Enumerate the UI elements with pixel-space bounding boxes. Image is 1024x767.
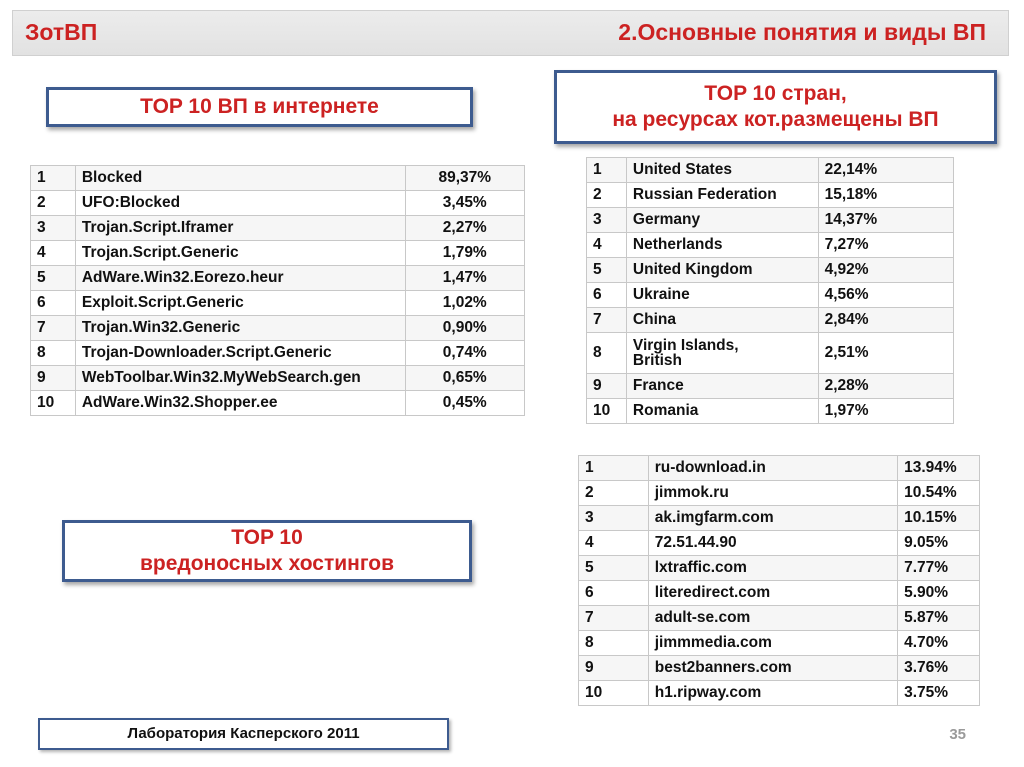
- table-row: [31, 166, 525, 191]
- percent-cell: 7,27%: [818, 233, 953, 258]
- footer-box: [38, 718, 449, 750]
- top-hosting-title-box: [62, 520, 472, 582]
- rank-cell: 10: [579, 681, 649, 706]
- rank-cell: 6: [579, 581, 649, 606]
- rank-cell: 4: [579, 531, 649, 556]
- top-malware-title: TOP 10 ВП в интернете: [140, 95, 379, 118]
- percent-cell: 2,51%: [818, 333, 953, 374]
- name-cell: AdWare.Win32.Eorezo.heur: [75, 266, 405, 291]
- table-row: [579, 481, 980, 506]
- name-cell: UFO:Blocked: [75, 191, 405, 216]
- rank-cell: 4: [31, 241, 76, 266]
- table-row: [579, 531, 980, 556]
- table-row: [31, 216, 525, 241]
- rank-cell: 5: [587, 258, 627, 283]
- table-row: [31, 341, 525, 366]
- name-cell: 72.51.44.90: [648, 531, 897, 556]
- name-cell: Trojan-Downloader.Script.Generic: [75, 341, 405, 366]
- percent-cell: 22,14%: [818, 158, 953, 183]
- rank-cell: 8: [31, 341, 76, 366]
- header-left-title: ЗотВП: [25, 19, 98, 45]
- name-cell: ru-download.in: [648, 456, 897, 481]
- table-row: [579, 606, 980, 631]
- table-row: [31, 266, 525, 291]
- name-cell: Germany: [626, 208, 818, 233]
- percent-cell: 5.87%: [898, 606, 980, 631]
- rank-cell: 5: [31, 266, 76, 291]
- hosting-table: [578, 455, 980, 706]
- name-cell: France: [626, 374, 818, 399]
- table-row: [587, 233, 954, 258]
- rank-cell: 1: [579, 456, 649, 481]
- rank-cell: 1: [31, 166, 76, 191]
- name-cell: ak.imgfarm.com: [648, 506, 897, 531]
- percent-cell: 1,47%: [405, 266, 525, 291]
- name-cell: Romania: [626, 399, 818, 424]
- percent-cell: 0,45%: [405, 391, 525, 416]
- percent-cell: 2,27%: [405, 216, 525, 241]
- rank-cell: 6: [587, 283, 627, 308]
- table-row: [31, 391, 525, 416]
- percent-cell: 15,18%: [818, 183, 953, 208]
- table-row: [31, 191, 525, 216]
- rank-cell: 10: [587, 399, 627, 424]
- name-cell: adult-se.com: [648, 606, 897, 631]
- table-row: [587, 258, 954, 283]
- name-cell: jimmmedia.com: [648, 631, 897, 656]
- table-row: [31, 316, 525, 341]
- percent-cell: 10.15%: [898, 506, 980, 531]
- name-cell: Trojan.Script.Iframer: [75, 216, 405, 241]
- header-right-title: 2.Основные понятия и виды ВП: [618, 19, 986, 45]
- percent-cell: 0,74%: [405, 341, 525, 366]
- table-row: [31, 291, 525, 316]
- top-countries-title-line2: на ресурсах кот.размещены ВП: [612, 108, 939, 131]
- name-cell: literedirect.com: [648, 581, 897, 606]
- table-row: [579, 456, 980, 481]
- name-cell: WebToolbar.Win32.MyWebSearch.gen: [75, 366, 405, 391]
- footer-label: Лаборатория Касперского 2011: [127, 725, 360, 742]
- country-table: [586, 157, 954, 424]
- table-row: [579, 631, 980, 656]
- percent-cell: 13.94%: [898, 456, 980, 481]
- rank-cell: 8: [579, 631, 649, 656]
- name-cell: Trojan.Script.Generic: [75, 241, 405, 266]
- percent-cell: 4,92%: [818, 258, 953, 283]
- name-cell: China: [626, 308, 818, 333]
- rank-cell: 9: [579, 656, 649, 681]
- table-row: [587, 308, 954, 333]
- rank-cell: 1: [587, 158, 627, 183]
- table-row: [587, 374, 954, 399]
- name-cell: lxtraffic.com: [648, 556, 897, 581]
- malware-table: [30, 165, 525, 416]
- percent-cell: 7.77%: [898, 556, 980, 581]
- rank-cell: 7: [579, 606, 649, 631]
- percent-cell: 3.76%: [898, 656, 980, 681]
- table-row: [587, 208, 954, 233]
- rank-cell: 9: [587, 374, 627, 399]
- rank-cell: 4: [587, 233, 627, 258]
- top-hosting-title-line2: вредоносных хостингов: [139, 552, 395, 575]
- percent-cell: 14,37%: [818, 208, 953, 233]
- name-cell: AdWare.Win32.Shopper.ee: [75, 391, 405, 416]
- percent-cell: 10.54%: [898, 481, 980, 506]
- name-cell: h1.ripway.com: [648, 681, 897, 706]
- slide-header: [12, 10, 1009, 56]
- name-cell: Trojan.Win32.Generic: [75, 316, 405, 341]
- percent-cell: 3.75%: [898, 681, 980, 706]
- rank-cell: 2: [31, 191, 76, 216]
- table-row: [579, 656, 980, 681]
- name-cell: Ukraine: [626, 283, 818, 308]
- rank-cell: 6: [31, 291, 76, 316]
- rank-cell: 10: [31, 391, 76, 416]
- name-cell: Netherlands: [626, 233, 818, 258]
- percent-cell: 89,37%: [405, 166, 525, 191]
- percent-cell: 0,65%: [405, 366, 525, 391]
- name-cell: United Kingdom: [626, 258, 818, 283]
- name-cell: best2banners.com: [648, 656, 897, 681]
- table-row: [587, 283, 954, 308]
- table-row: [587, 333, 954, 374]
- rank-cell: 9: [31, 366, 76, 391]
- name-cell: jimmok.ru: [648, 481, 897, 506]
- rank-cell: 7: [31, 316, 76, 341]
- percent-cell: 2,28%: [818, 374, 953, 399]
- table-row: [587, 399, 954, 424]
- top-hosting-title-line1: TOP 10: [231, 526, 303, 549]
- percent-cell: 0,90%: [405, 316, 525, 341]
- rank-cell: 5: [579, 556, 649, 581]
- rank-cell: 3: [587, 208, 627, 233]
- percent-cell: 3,45%: [405, 191, 525, 216]
- rank-cell: 2: [579, 481, 649, 506]
- name-cell: Exploit.Script.Generic: [75, 291, 405, 316]
- table-row: [579, 581, 980, 606]
- rank-cell: 7: [587, 308, 627, 333]
- rank-cell: 3: [31, 216, 76, 241]
- percent-cell: 9.05%: [898, 531, 980, 556]
- percent-cell: 1,02%: [405, 291, 525, 316]
- percent-cell: 4.70%: [898, 631, 980, 656]
- table-row: [579, 506, 980, 531]
- percent-cell: 1,97%: [818, 399, 953, 424]
- name-cell: Russian Federation: [626, 183, 818, 208]
- top-malware-title-box: [46, 87, 473, 127]
- top-countries-title-line1: TOP 10 стран,: [704, 82, 847, 105]
- table-row: [579, 681, 980, 706]
- percent-cell: 4,56%: [818, 283, 953, 308]
- table-row: [579, 556, 980, 581]
- rank-cell: 3: [579, 506, 649, 531]
- name-line: British: [632, 352, 682, 369]
- table-row: [587, 183, 954, 208]
- page-number: 35: [949, 726, 966, 743]
- rank-cell: 2: [587, 183, 627, 208]
- name-cell: [626, 333, 818, 374]
- table-row: [31, 241, 525, 266]
- name-cell: Blocked: [75, 166, 405, 191]
- name-line: Virgin Islands,: [632, 337, 739, 354]
- top-countries-title-box: [554, 70, 997, 144]
- percent-cell: 2,84%: [818, 308, 953, 333]
- rank-cell: 8: [587, 333, 627, 374]
- percent-cell: 5.90%: [898, 581, 980, 606]
- table-row: [587, 158, 954, 183]
- table-row: [31, 366, 525, 391]
- name-cell: United States: [626, 158, 818, 183]
- percent-cell: 1,79%: [405, 241, 525, 266]
